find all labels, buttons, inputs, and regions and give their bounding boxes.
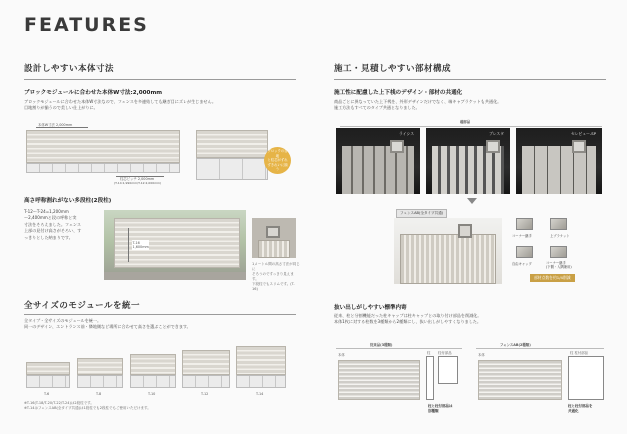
size-label-t14: T-14 [256, 392, 264, 396]
dimension-label-post: T-16 1,600mm [132, 240, 149, 249]
section-divider [24, 79, 296, 80]
diagram-title-new: フェンスAB(2種類) [500, 343, 531, 347]
post-detail-slats [258, 240, 290, 258]
photo-slats [522, 146, 596, 194]
size-label-t12: T-12 [201, 392, 209, 396]
fence-size-t10 [130, 354, 176, 375]
subheading-easy-layout: 抜い出しがしやすい標準内寄 [334, 305, 407, 311]
caption-new: 柱と柱付部品を 共通化 [568, 404, 593, 413]
block-size-t14 [236, 375, 286, 388]
label-post-left: 柱 [427, 351, 431, 355]
label-body-right: 本体 [478, 353, 485, 357]
upper-bracket-part [550, 218, 567, 230]
product-label-seleview: セレビュー-SP [570, 131, 596, 136]
diagram-post-left [426, 356, 434, 400]
diagram-fitting-left [438, 356, 458, 384]
section-divider [24, 314, 296, 315]
subheading-post: 高さ呼称割れがない多段柱(2段柱) [24, 198, 112, 204]
photo-post [572, 140, 586, 153]
common-fence-photo [394, 218, 502, 284]
note-post: 1メートル間の高さ寸法が同じに そろうのですっきり見えます。 下段柱でもスリムです。(T-16) [252, 262, 300, 291]
highlight-badge: ブロックの目地 と柱芯がずれ ずきれいに揃う [264, 147, 291, 174]
label-post-right: 柱 柱付部品 [570, 351, 589, 355]
dimension-label-pitch: 柱芯ピッチ 2,000mm [120, 177, 155, 181]
block-size-t8 [77, 375, 123, 388]
size-label-t6: T-6 [44, 392, 50, 396]
dimension-vline [128, 228, 129, 262]
part-label-cap: 自由キャップ [512, 262, 532, 266]
diagram-panel-right [478, 360, 562, 400]
diagram-line [336, 348, 462, 349]
caption-conventional: 柱と柱付部品は 別種類 [428, 404, 453, 413]
section-divider [334, 79, 606, 80]
label-body-left: 本体 [338, 353, 345, 357]
photo-slats [342, 146, 414, 194]
arrow-down-icon [467, 198, 477, 204]
photo-post [486, 140, 500, 153]
photo-slats [432, 146, 504, 194]
end-parts-label: 端部品 [460, 120, 471, 124]
block-closeup [196, 158, 268, 180]
fence-illustration-horizontal [26, 130, 180, 163]
diagram-post-right [568, 356, 604, 400]
common-fence-slats [400, 234, 496, 284]
block-size-t6 [26, 375, 70, 388]
product-photo-bresta [426, 128, 510, 194]
product-label-lysis: ライシス [399, 131, 414, 136]
end-parts-line [340, 126, 602, 127]
post-detail-photo [252, 218, 296, 258]
part-label-lower-corner: コーナー継手 (下側・入隅兼用) [546, 261, 572, 269]
photo-ground [104, 272, 246, 280]
block-size-t10 [130, 375, 176, 388]
fence-size-t12 [182, 350, 230, 375]
post-detail-cap [266, 226, 280, 238]
free-cap-part [516, 246, 533, 258]
dimension-label-pitch-note: (T-14:1,990mm/T-12:2,000mm) [114, 181, 162, 185]
section-heading-dimensions: 設計しやすい本体寸法 [24, 64, 115, 74]
part-label-corner: コーナー継手 [512, 234, 532, 238]
fence-size-t6 [26, 362, 70, 375]
subheading-common-parts: 施工性に配慮した上下桟のデザイン・部材の共通化 [334, 90, 463, 96]
footnote-sizes: ※T-16(T-18/T-20/T-22/T-24)は2段柱です。 ※T-14はフェンスAB(全タイプ共通)は1段柱でも2段柱でもご使用いただけます。 [24, 401, 151, 410]
label-fitting-left: 柱付部品 [438, 351, 452, 355]
product-photo-lysis [336, 128, 420, 194]
body-common-parts: 商品ごとに異なっていた上下桟を、外形デザインだけでなく、端キャブラケットも共通化。 施工方法もすべてのタイプ共通となりました。 [334, 99, 502, 111]
product-photo-seleview [516, 128, 602, 194]
diagram-panel-left [338, 360, 420, 400]
block-size-t12 [182, 375, 230, 388]
product-label-bresta: ブレスタ [489, 131, 504, 136]
reduction-badge: 部材点数を約1/4削減 [530, 274, 575, 282]
dimension-line-top [36, 127, 88, 128]
part-label-bracket: 上ブラケット [550, 234, 570, 238]
section-heading-construction: 施工・見積しやすい部材構成 [334, 64, 452, 74]
common-type-label: フェンスAB(全タイプ共通) [396, 209, 447, 218]
common-fence-post [458, 224, 472, 238]
fence-size-t14 [236, 346, 286, 375]
size-label-t8: T-8 [96, 392, 102, 396]
diagram-title-conventional: 従来品(3種類) [370, 343, 393, 347]
size-label-t10: T-10 [148, 392, 156, 396]
body-easy-layout: 従来、柱と分割機能だった柱キャップは柱キャップとの取り付け部品を削減化。 本体1枚に対する柱数を3種類から2種類にし、抜い出しがしやすくなりました。 [334, 313, 482, 325]
corner-joint-part [516, 218, 533, 230]
section-heading-module: 全サイズのモジュールを統一 [24, 301, 140, 311]
fence-size-t8 [77, 358, 123, 375]
fence-closeup [196, 130, 268, 158]
body-size-module: 全タイプ・全サイズのモジュールを統一。 同一のデザイン、エントランス前・隣地側など場所に合わせて高さを選ぶことができます。 [24, 318, 191, 330]
body-module: ブロックモジュールに合わせた本体W寸法なので、フェンスを多連結しても継ぎ目にズレが生じません。 目地割りが揃うので美しい仕上がりに。 [24, 99, 216, 111]
diagram-line [476, 348, 604, 349]
dimension-label-top: 本体W寸法 2,000mm [38, 123, 73, 127]
block-wall-illustration [26, 163, 180, 173]
lower-corner-part [550, 246, 567, 258]
photo-post [390, 140, 404, 153]
body-post: T-12〜T-24=1,200mm 〜2,400mmと段の呼称と実 寸法をそろえました。フェンス 上部の見付け高さがそろい、す っきりとした納まりです。 [24, 209, 82, 240]
fence-photo [104, 210, 246, 280]
page-title: FEATURES [24, 14, 149, 36]
subheading-module: ブロックモジュールに合わせた本体W寸法:2,000mm [24, 90, 163, 96]
